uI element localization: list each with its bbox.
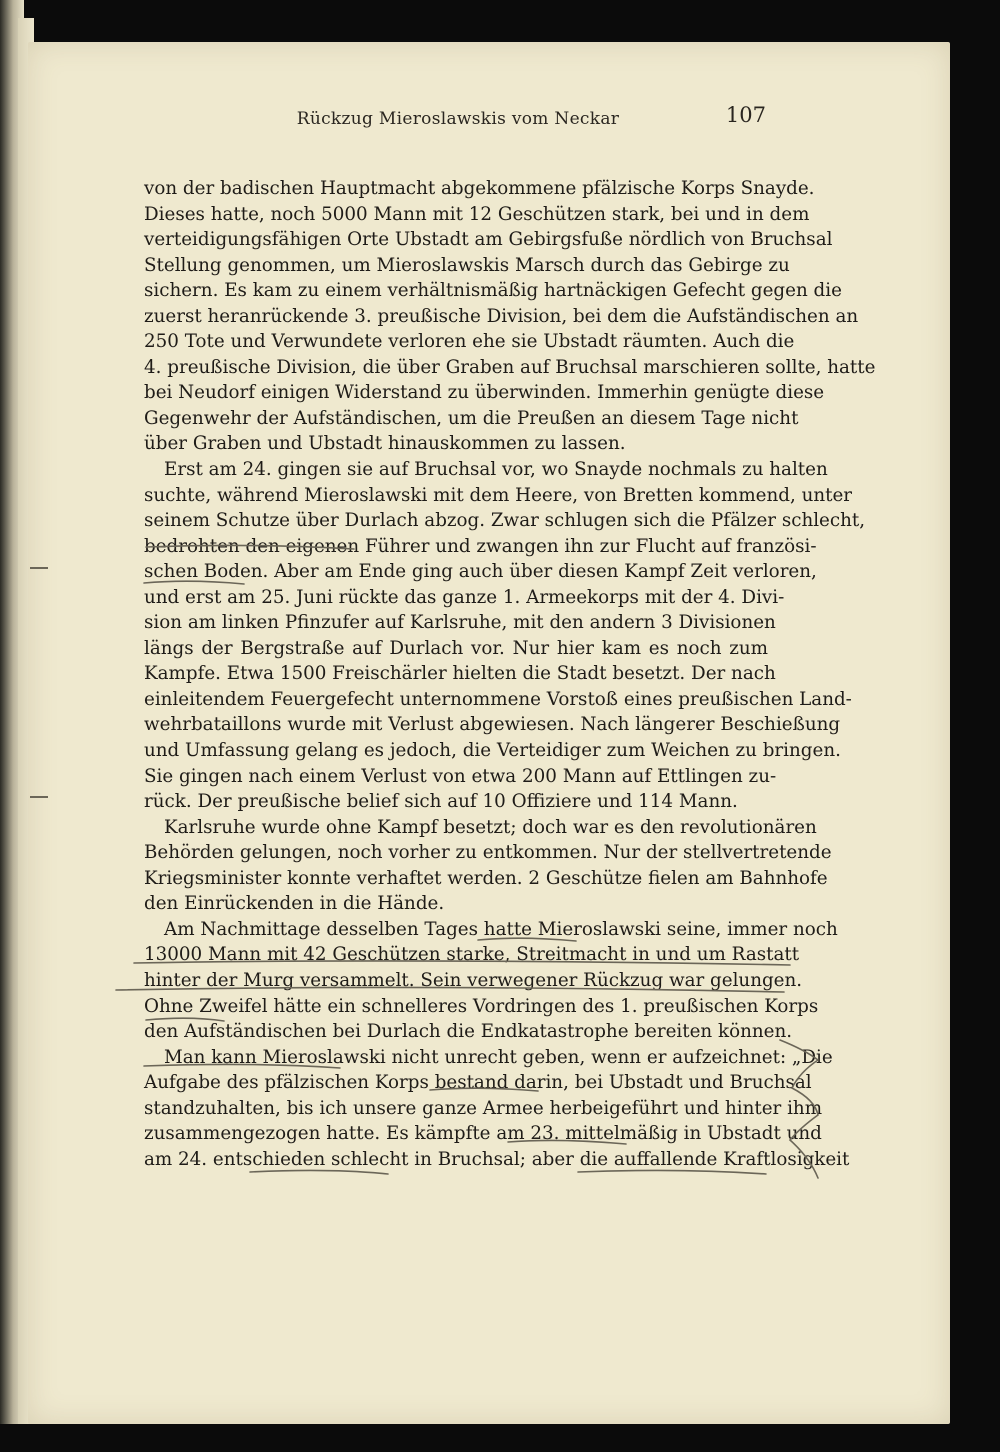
scan-background — [0, 1424, 1000, 1452]
margin-tick-mark — [30, 567, 48, 569]
text-line: standzuhalten, bis ich unsere ganze Armee herbeigeführt und hinter ihm — [144, 1097, 823, 1119]
body-text — [144, 176, 876, 1172]
text-line: Gegenwehr der Aufständischen, um die Preußen an diesem Tage nicht — [144, 407, 799, 429]
text-line: bedrohten den eigenen Führer und zwangen ihn zur Flucht auf französi- — [144, 535, 817, 557]
text-line: Ohne Zweifel hätte ein schnelleres Vordringen des 1. preußischen Korps — [144, 995, 819, 1017]
text-line: von der badischen Hauptmacht abgekommene pfälzische Korps Snayde. — [144, 178, 815, 199]
text-line: hinter der Murg versammelt. Sein verwegener Rückzug war gelungen. — [144, 969, 803, 991]
text-line: Behörden gelungen, noch vorher zu entkommen. Nur der stellvertretende — [144, 842, 832, 864]
text-line: Am Nachmittage desselben Tages hatte Mieroslawski seine, immer noch — [164, 918, 838, 940]
text-line: den Aufständischen bei Durlach die Endkatastrophe bereiten können. — [144, 1021, 793, 1043]
text-line: verteidigungsfähigen Orte Ubstadt am Gebirgsfuße nördlich von Bruchsal — [144, 229, 833, 251]
running-title: Rückzug Mieroslawskis vom Neckar — [296, 109, 620, 129]
text-line: Stellung genommen, um Mieroslawskis Marsch durch das Gebirge zu — [144, 254, 790, 276]
text-line: den Einrückenden in die Hände. — [144, 893, 445, 915]
text-line: längs der Bergstraße auf Durlach vor. Nur hier kam es noch zum — [144, 637, 768, 659]
text-line: schen Boden. Aber am Ende ging auch über diesen Kampf Zeit verloren, — [144, 561, 817, 583]
text-line: sichern. Es kam zu einem verhältnismäßig hartnäckigen Gefecht gegen die — [144, 280, 842, 302]
text-line: und erst am 25. Juni rückte das ganze 1. Armeekorps mit der 4. Divi- — [144, 586, 785, 608]
text-line: am 24. entschieden schlecht in Bruchsal; aber die auffallende Kraftlosigkeit — [144, 1148, 850, 1170]
text-line: Aufgabe des pfälzischen Korps bestand darin, bei Ubstadt und Bruchsal — [144, 1072, 812, 1094]
page-number: 107 — [725, 103, 766, 127]
text-line: Kampfe. Etwa 1500 Freischärler hielten die Stadt besetzt. Der nach — [144, 663, 776, 685]
text-line: Karlsruhe wurde ohne Kampf besetzt; doch war es den revolutionären — [164, 816, 817, 838]
text-line: Man kann Mieroslawski nicht unrecht geben, wenn er aufzeichnet: „Die — [164, 1046, 833, 1068]
margin-tick-mark — [30, 796, 48, 798]
text-line: Erst am 24. gingen sie auf Bruchsal vor, wo Snayde nochmals zu halten — [164, 459, 828, 481]
text-line: suchte, während Mieroslawski mit dem Heere, von Bretten kommend, unter — [144, 484, 853, 506]
text-line: und Umfassung gelang es jedoch, die Verteidiger zum Weichen zu bringen. — [144, 740, 841, 762]
text-line: Sie gingen nach einem Verlust von etwa 200 Mann auf Ettlingen zu- — [144, 765, 777, 787]
text-line: seinem Schutze über Durlach abzog. Zwar schlugen sich die Pfälzer schlecht, — [144, 510, 866, 532]
text-line: 13000 Mann mit 42 Geschützen starke, Streitmacht in und um Rastatt — [144, 944, 800, 966]
text-line: Kriegsminister konnte verhaftet werden. 2 Geschütze fielen am Bahnhofe — [144, 867, 828, 889]
text-line: über Graben und Ubstadt hinauskommen zu lassen. — [144, 433, 626, 455]
text-line: bei Neudorf einigen Widerstand zu überwinden. Immerhin genügte diese — [144, 382, 825, 404]
text-line: sion am linken Pfinzufer auf Karlsruhe, mit den andern 3 Divisionen — [144, 612, 776, 634]
text-line: 250 Tote und Verwundete verloren ehe sie Ubstadt räumten. Auch die — [144, 331, 795, 353]
text-line: zuerst heranrückende 3. preußische Division, bei dem die Aufständischen an — [144, 305, 859, 327]
text-line: einleitendem Feuergefecht unternommene Vorstoß eines preußischen Land- — [144, 688, 852, 710]
text-line: Dieses hatte, noch 5000 Mann mit 12 Geschützen stark, bei und in dem — [144, 203, 810, 225]
text-line: zusammengezogen hatte. Es kämpfte am 23. mittelmäßig in Ubstadt und — [144, 1123, 822, 1145]
page-header — [150, 103, 766, 135]
text-line: 4. preußische Division, die über Graben auf Bruchsal marschieren sollte, hatte — [144, 356, 876, 378]
text-line: wehrbataillons wurde mit Verlust abgewiesen. Nach längerer Beschießung — [144, 714, 841, 736]
text-line: rück. Der preußische belief sich auf 10 Offiziere und 114 Mann. — [144, 791, 738, 813]
